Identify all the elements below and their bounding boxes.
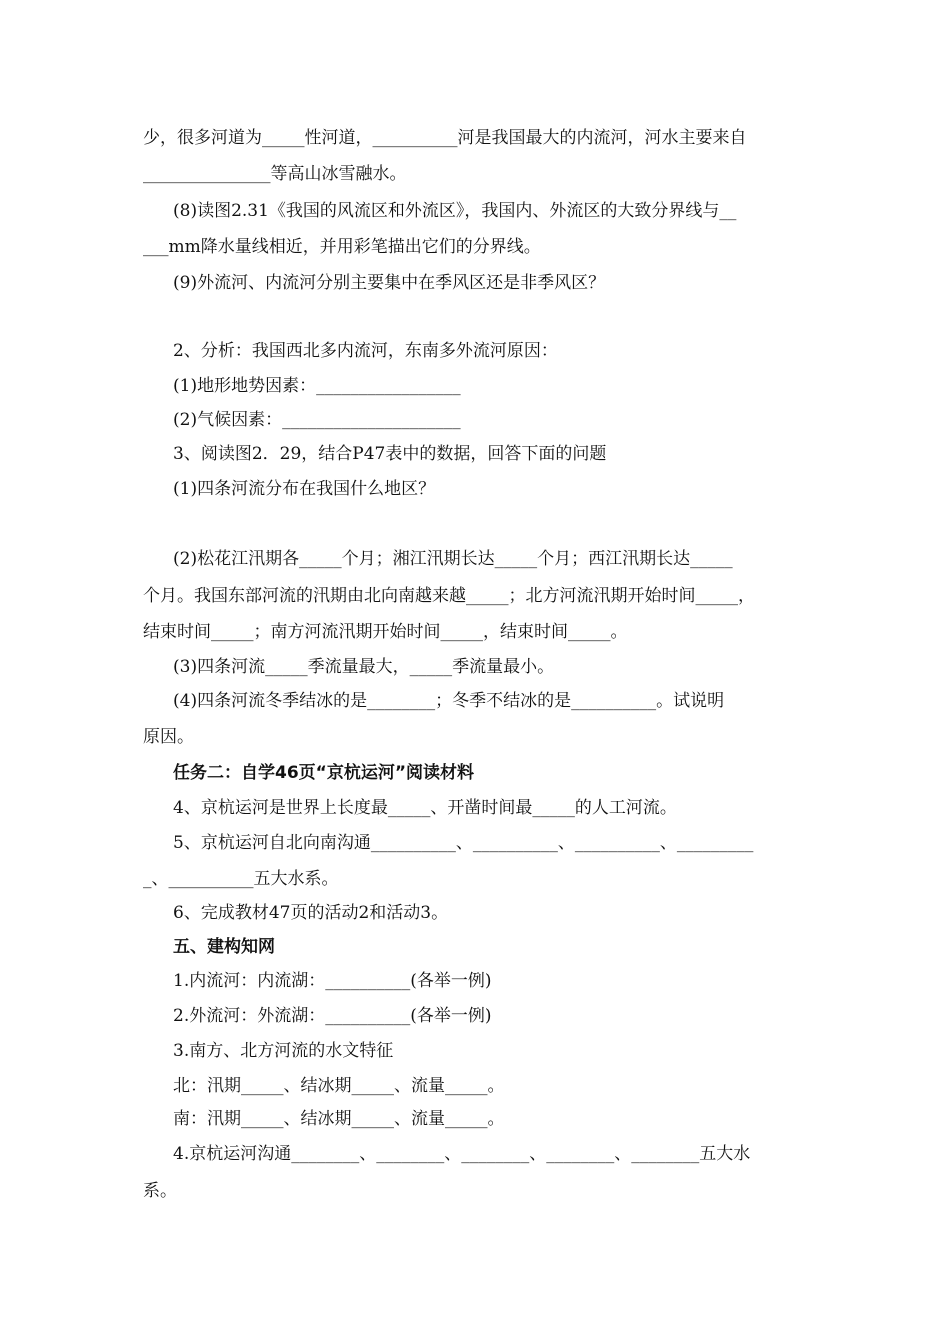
- text-line-1: 少，很多河道为_____性河道，__________河是我国最大的内流河，河水主要来自: [143, 128, 747, 148]
- text-line-12: 个月。我国东部河流的汛期由北向南越来越_____；北方河流汛期开始时间_____，: [143, 586, 755, 606]
- text-line-4: ___mm降水量线相近，并用彩笔描出它们的分界线。: [143, 237, 541, 257]
- text-line-16: 原因。: [143, 727, 194, 747]
- text-line-15: (4)四条河流冬季结冰的是________；冬季不结冰的是__________。试说明: [173, 691, 725, 711]
- text-line-2: _______________等高山冰雪融水。: [143, 164, 407, 184]
- text-line-26: 北：汛期_____、结冰期_____、流量_____。: [173, 1076, 505, 1096]
- text-line-25: 3.南方、北方河流的水文特征: [173, 1041, 394, 1061]
- text-line-19: 5、京杭运河自北向南沟通__________、__________、__________、_________: [173, 833, 754, 853]
- text-line-10: (1)四条河流分布在我国什么地区？: [173, 479, 436, 499]
- text-line-3: (8)读图2.31《我国的风流区和外流区》，我国内、外流区的大致分界线与__: [173, 201, 737, 221]
- text-line-7: (1)地形地势因素：_________________: [173, 376, 461, 396]
- section-heading-five: 五、建构知网: [173, 937, 275, 957]
- section-heading-task-two: 任务二：自学46页“京杭运河”阅读材料: [173, 763, 475, 783]
- text-line-14: (3)四条河流_____季流量最大，_____季流量最小。: [173, 657, 555, 677]
- text-line-6: 2、分析：我国西北多内流河，东南多外流河原因：: [173, 341, 558, 361]
- text-line-11: (2)松花江汛期各_____个月；湘江汛期长达_____个月；西江汛期长达_____: [173, 549, 733, 569]
- text-line-5: (9)外流河、内流河分别主要集中在季风区还是非季风区？: [173, 273, 606, 293]
- text-line-27: 南：汛期_____、结冰期_____、流量_____。: [173, 1109, 505, 1129]
- text-line-18: 4、京杭运河是世界上长度最_____、开凿时间最_____的人工河流。: [173, 798, 677, 818]
- text-line-24: 2.外流河：外流湖：__________(各举一例): [173, 1006, 492, 1026]
- text-line-20: _、__________五大水系。: [143, 869, 339, 889]
- text-line-8: (2)气候因素：_____________________: [173, 410, 461, 430]
- text-line-9: 3、阅读图2．29，结合P47表中的数据，回答下面的问题: [173, 444, 607, 464]
- text-line-13: 结束时间_____；南方河流汛期开始时间_____，结束时间_____。: [143, 622, 628, 642]
- text-line-29: 系。: [143, 1181, 177, 1201]
- text-line-28: 4.京杭运河沟通________、________、________、________、________五大水: [173, 1144, 751, 1164]
- text-line-23: 1.内流河：内流湖：__________(各举一例): [173, 971, 492, 991]
- text-line-21: 6、完成教材47页的活动2和活动3。: [173, 903, 449, 923]
